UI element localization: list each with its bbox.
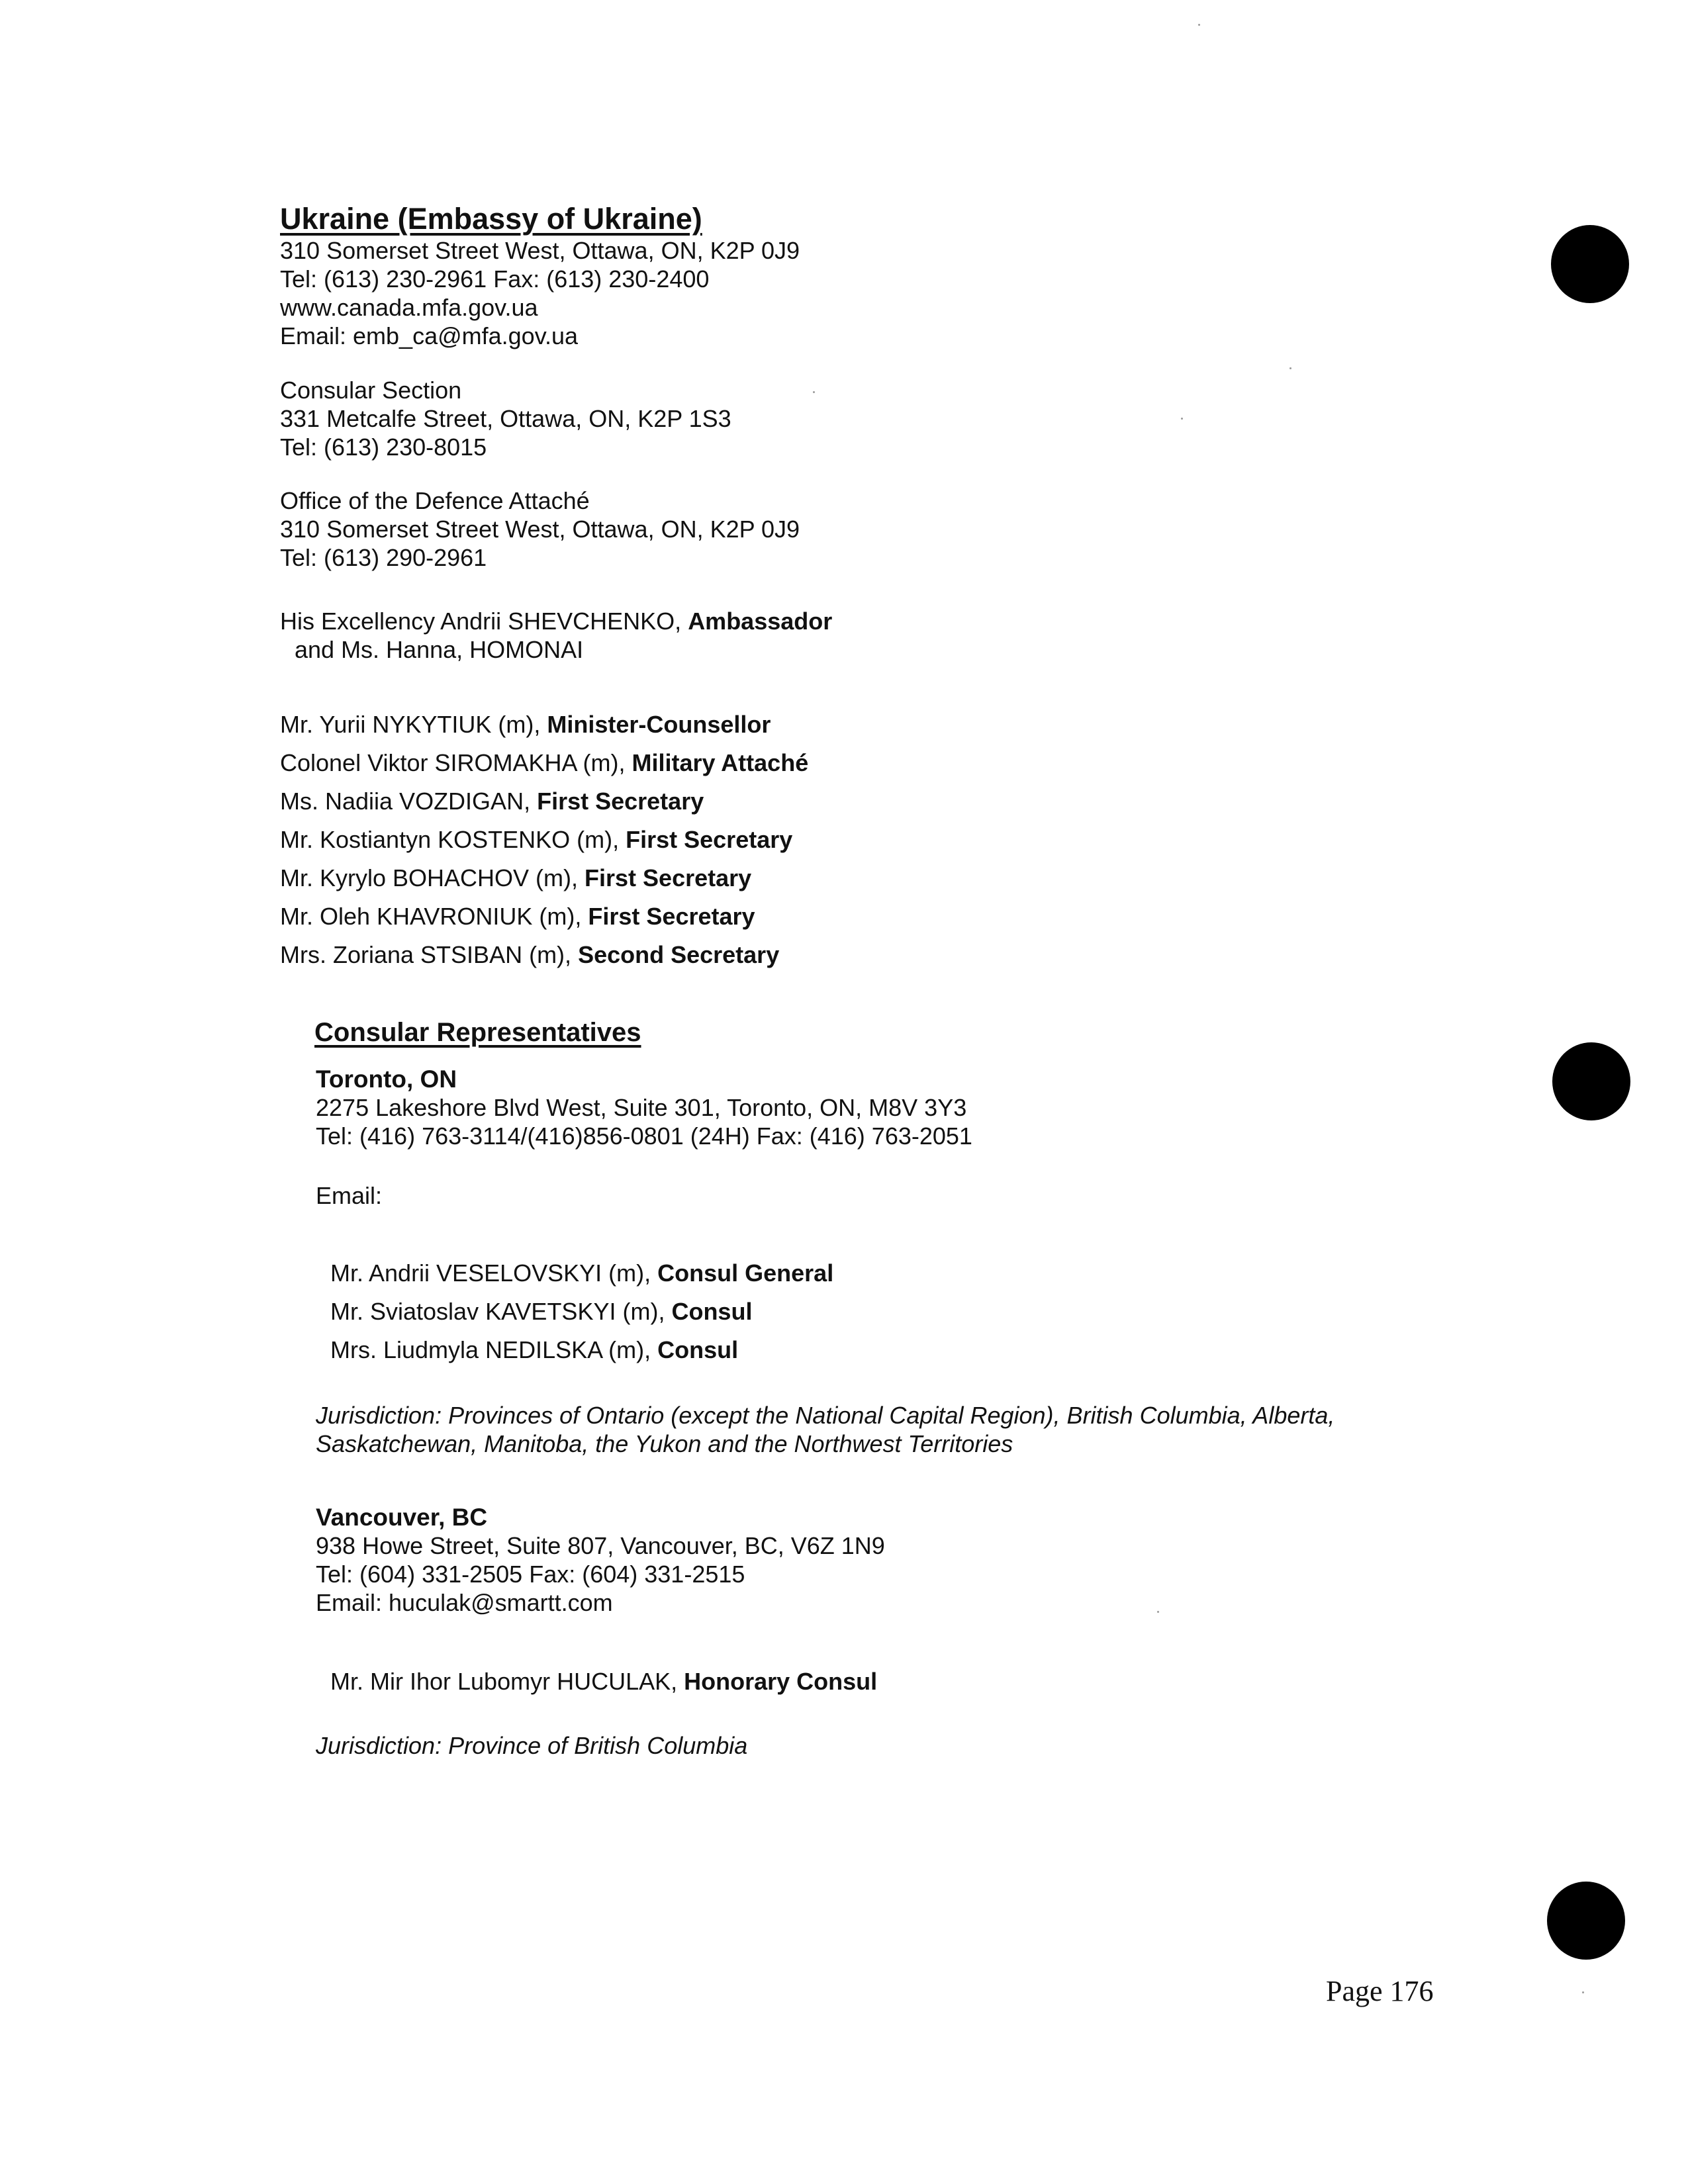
staff-title: First Secretary	[537, 788, 704, 815]
ambassador-name: His Excellency Andrii SHEVCHENKO,	[280, 608, 688, 635]
staff-name: Mr. Andrii VESELOVSKYI (m),	[330, 1259, 658, 1287]
staff-row	[280, 705, 808, 744]
vancouver-city: Vancouver, BC	[316, 1504, 488, 1531]
staff-title: Second Secretary	[578, 941, 780, 968]
toronto-block	[316, 1066, 972, 1150]
staff-title: Consul General	[657, 1259, 834, 1287]
consular-section-block	[280, 376, 731, 461]
scan-speck	[1289, 367, 1291, 369]
staff-row	[330, 1254, 833, 1293]
staff-title: Consul	[671, 1298, 753, 1325]
toronto-jurisdiction	[316, 1401, 1335, 1458]
staff-name: Mr. Oleh KHAVRONIUK (m),	[280, 903, 588, 930]
staff-name: Mr. Kostiantyn KOSTENKO (m),	[280, 826, 626, 853]
staff-name: Mr. Kyrylo BOHACHOV (m),	[280, 864, 585, 891]
staff-title: First Secretary	[585, 864, 752, 891]
scan-speck	[1198, 24, 1200, 26]
staff-title: Military Attaché	[632, 749, 809, 776]
vancouver-jurisdiction	[316, 1731, 747, 1760]
vancouver-phone: Tel: (604) 331-2505 Fax: (604) 331-2515	[316, 1561, 745, 1588]
punch-hole-top	[1551, 225, 1629, 303]
defence-office-name: Office of the Defence Attaché	[280, 487, 590, 514]
defence-office-block	[280, 486, 800, 572]
staff-name: Ms. Nadiia VOZDIGAN,	[280, 788, 538, 815]
embassy-heading: Ukraine (Embassy of Ukraine)	[280, 202, 702, 236]
staff-name: Mr. Sviatoslav KAVETSKYI (m),	[330, 1298, 672, 1325]
scan-speck	[1181, 418, 1183, 420]
ambassador-line	[280, 607, 832, 635]
staff-name: Mrs. Liudmyla NEDILSKA (m),	[330, 1336, 658, 1363]
consular-section-address: 331 Metcalfe Street, Ottawa, ON, K2P 1S3	[280, 405, 731, 432]
embassy-phone: Tel: (613) 230-2961 Fax: (613) 230-2400	[280, 265, 710, 293]
scan-speck	[813, 391, 815, 393]
vancouver-staff-list	[330, 1662, 877, 1701]
staff-row	[280, 897, 808, 936]
staff-title: Consul	[657, 1336, 739, 1363]
staff-row	[280, 744, 808, 782]
punch-hole-middle	[1552, 1042, 1630, 1120]
toronto-address: 2275 Lakeshore Blvd West, Suite 301, Toronto, ON, M8V 3Y3	[316, 1094, 967, 1121]
embassy-email: Email: emb_ca@mfa.gov.ua	[280, 322, 579, 349]
toronto-phone: Tel: (416) 763-3114/(416)856-0801 (24H) Fax: (416) 763-2051	[316, 1122, 972, 1150]
ambassador-spouse: and Ms. Hanna, HOMONAI	[295, 636, 584, 663]
embassy-website: www.canada.mfa.gov.ua	[280, 294, 538, 321]
staff-title: Minister-Counsellor	[547, 711, 771, 738]
ambassador-block	[280, 607, 832, 664]
embassy-address: 310 Somerset Street West, Ottawa, ON, K2P 0J9	[280, 237, 800, 264]
toronto-staff-list	[330, 1254, 833, 1369]
staff-name: Colonel Viktor SIROMAKHA (m),	[280, 749, 632, 776]
staff-name: Mr. Yurii NYKYTIUK (m),	[280, 711, 547, 738]
vancouver-email: Email: huculak@smartt.com	[316, 1589, 613, 1616]
staff-row	[280, 782, 808, 821]
staff-row	[330, 1662, 877, 1701]
consular-reps-heading: Consular Representatives	[314, 1018, 641, 1047]
staff-title: Honorary Consul	[684, 1668, 878, 1695]
scan-speck	[1582, 1991, 1584, 1993]
toronto-city: Toronto, ON	[316, 1066, 457, 1093]
staff-title: First Secretary	[626, 826, 793, 853]
jurisdiction-line-2: Saskatchewan, Manitoba, the Yukon and the Northwest Territories	[316, 1430, 1013, 1457]
staff-row	[330, 1293, 833, 1331]
jurisdiction-label: Jurisdiction:	[316, 1402, 442, 1429]
staff-row	[280, 821, 808, 859]
jurisdiction-label: Jurisdiction:	[316, 1732, 442, 1759]
toronto-email: Email:	[316, 1182, 383, 1209]
embassy-staff-list	[280, 705, 808, 974]
staff-row	[280, 936, 808, 974]
staff-name: Mr. Mir Ihor Lubomyr HUCULAK,	[330, 1668, 684, 1695]
jurisdiction-text: Province of British Columbia	[442, 1732, 748, 1759]
jurisdiction-line	[316, 1401, 1335, 1430]
embassy-block	[280, 202, 800, 350]
vancouver-address: 938 Howe Street, Suite 807, Vancouver, BC, V6Z 1N9	[316, 1532, 885, 1559]
punch-hole-bottom	[1547, 1882, 1625, 1960]
staff-name: Mrs. Zoriana STSIBAN (m),	[280, 941, 579, 968]
consular-section-name: Consular Section	[280, 377, 462, 404]
consular-section-phone: Tel: (613) 230-8015	[280, 433, 487, 461]
defence-office-address: 310 Somerset Street West, Ottawa, ON, K2P 0J9	[280, 516, 800, 543]
defence-office-phone: Tel: (613) 290-2961	[280, 544, 487, 571]
page-number: Page 176	[1326, 1975, 1434, 2007]
ambassador-title: Ambassador	[688, 608, 833, 635]
staff-title: First Secretary	[588, 903, 755, 930]
vancouver-block	[316, 1504, 885, 1617]
scan-speck	[1157, 1611, 1159, 1613]
jurisdiction-text: Provinces of Ontario (except the National Capital Region), British Columbia, Alberta,	[442, 1402, 1335, 1429]
staff-row	[280, 859, 808, 897]
staff-row	[330, 1331, 833, 1369]
